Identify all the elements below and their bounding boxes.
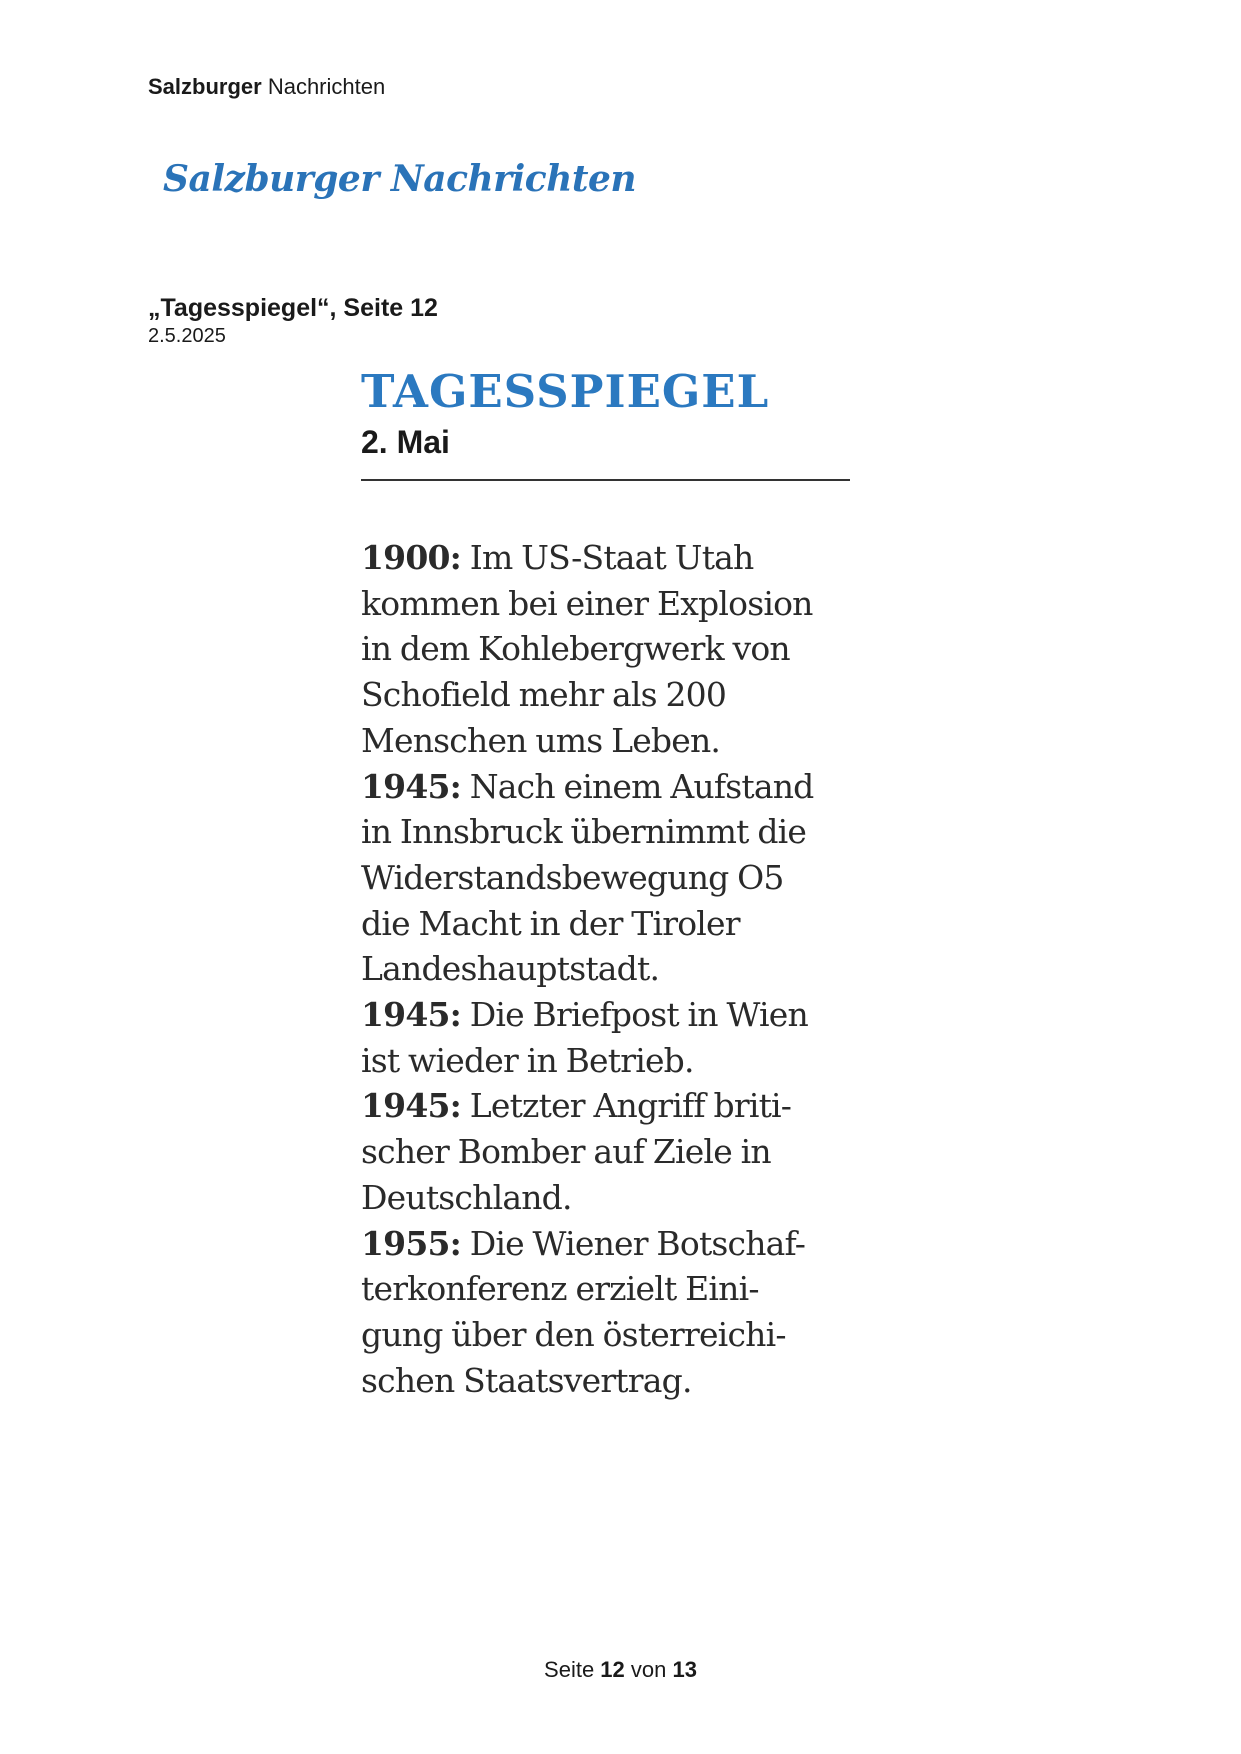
- column-body: [361, 535, 861, 1403]
- column-title: TAGESSPIEGEL: [361, 365, 770, 418]
- chronicle-entry: [361, 1221, 861, 1404]
- entry-line: [361, 1083, 861, 1129]
- entry-line: [361, 809, 861, 855]
- entry-line: [361, 581, 861, 627]
- entry-text: Die Briefpost in Wien: [461, 995, 808, 1035]
- source-name-bold: Salzburger: [148, 74, 262, 99]
- entry-line: [361, 901, 861, 947]
- entry-line: [361, 855, 861, 901]
- footer-middle: von: [624, 1657, 673, 1682]
- entry-line: [361, 672, 861, 718]
- chronicle-entry: [361, 992, 861, 1083]
- entry-line: [361, 1266, 861, 1312]
- entry-line: [361, 1358, 861, 1404]
- chronicle-entry: [361, 1083, 861, 1220]
- entry-line: [361, 992, 861, 1038]
- footer-page-number: 12: [600, 1657, 625, 1682]
- entry-text: in dem Kohlebergwerk von: [361, 629, 790, 669]
- newspaper-logo: [163, 158, 636, 200]
- source-header: [148, 74, 385, 100]
- entry-text: die Macht in der Tiroler: [361, 903, 740, 943]
- footer-page-total: 13: [672, 1657, 697, 1682]
- source-name-rest: Nachrichten: [261, 74, 386, 99]
- entry-year: 1945:: [361, 995, 462, 1035]
- article-reference-title: „Tagesspiegel“, Seite 12: [148, 294, 438, 322]
- chronicle-entry: [361, 535, 861, 764]
- entry-text: in Innsbruck übernimmt die: [361, 812, 807, 852]
- entry-text: Landeshauptstadt.: [361, 949, 660, 989]
- entry-line: [361, 946, 861, 992]
- entry-line: [361, 535, 861, 581]
- entry-year: 1955:: [361, 1223, 462, 1263]
- entry-year: 1945:: [361, 1086, 462, 1126]
- entry-text: Im US-Staat Utah: [461, 538, 754, 577]
- entry-text: Letzter Angriff briti-: [461, 1086, 792, 1126]
- column-divider: [361, 479, 850, 481]
- entry-line: [361, 1175, 861, 1221]
- entry-text: ist wieder in Betrieb.: [361, 1040, 694, 1080]
- entry-year: 1900:: [361, 538, 462, 577]
- entry-line: [361, 626, 861, 672]
- entry-line: [361, 718, 861, 764]
- entry-line: [361, 1129, 861, 1175]
- entry-line: [361, 1038, 861, 1084]
- entry-text: scher Bomber auf Ziele in: [361, 1132, 771, 1172]
- entry-text: schen Staatsvertrag.: [361, 1360, 692, 1400]
- entry-text: Die Wiener Botschaf-: [461, 1223, 806, 1263]
- entry-text: gung über den österreichi-: [361, 1314, 786, 1354]
- entry-line: [361, 764, 861, 810]
- entry-text: terkonferenz erzielt Eini-: [361, 1269, 759, 1309]
- entry-text: Menschen ums Leben.: [361, 720, 721, 760]
- footer-prefix: Seite: [544, 1657, 601, 1682]
- entry-text: Nach einem Aufstand: [461, 766, 814, 806]
- entry-line: [361, 1312, 861, 1358]
- column-date: 2. Mai: [361, 424, 450, 460]
- entry-line: [361, 1221, 861, 1267]
- entry-year: 1945:: [361, 766, 462, 806]
- entry-text: Deutschland.: [361, 1177, 572, 1217]
- logo-wordmark: Salzburger Nachrichten: [163, 158, 637, 200]
- entry-text: Widerstandsbewegung O5: [361, 857, 784, 897]
- page-footer: [0, 1657, 1241, 1683]
- chronicle-entry: [361, 764, 861, 993]
- article-reference-date: 2.5.2025: [148, 325, 226, 347]
- entry-text: Schofield mehr als 200: [361, 675, 727, 715]
- entry-text: kommen bei einer Explosion: [361, 583, 813, 623]
